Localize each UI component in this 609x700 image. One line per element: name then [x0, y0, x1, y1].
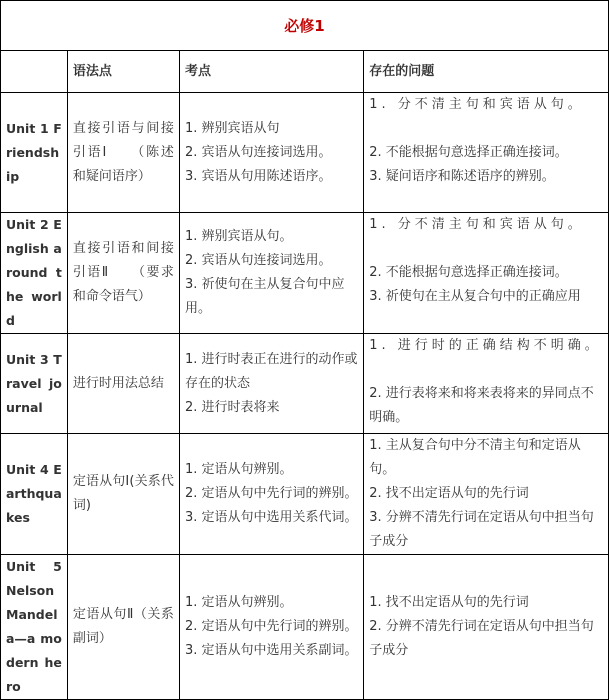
header-problems: 存在的问题 — [364, 51, 609, 93]
test-point: 1. 辨别宾语从句 — [184, 120, 280, 136]
test-point: 1. 定语从句辨别。 — [184, 462, 293, 477]
problem: 2. 进行表将来和将来表将来的异同点不明确。 — [369, 386, 594, 425]
unit-cell: Unit 1 Friendship — [1, 93, 68, 213]
test-point: 3. 宾语从句用陈述语序。 — [184, 168, 332, 184]
table-row — [1, 555, 609, 700]
test-point: 3. 祈使句在主从复合句中应用。 — [184, 277, 345, 316]
spacer — [369, 358, 603, 382]
problems-cell — [364, 434, 609, 555]
problems-cell — [364, 213, 609, 334]
test-point: 3. 定语从句中选用关系副词。 — [184, 643, 358, 658]
grammar-cell: 进行时用法总结 — [67, 334, 179, 434]
problem: 3. 祈使句在主从复合句中的正确应用 — [369, 289, 581, 304]
problems-cell — [364, 555, 609, 700]
unit-cell: Unit 2 English around the world — [1, 213, 68, 334]
problem: 2. 找不出定语从句的先行词 — [369, 486, 529, 501]
table-row — [1, 213, 609, 334]
test-point: 2. 进行时表将来 — [184, 399, 280, 415]
table-row — [1, 334, 609, 434]
unit-cell: Unit 3 Travel journal — [1, 334, 68, 434]
grammar-cell: 定语从句Ⅱ（关系副词） — [67, 555, 179, 700]
problem: 1. 进行时的正确结构不明确。 — [369, 338, 602, 353]
test-point: 2. 定语从句中先行词的辨别。 — [184, 486, 358, 501]
test-points-cell — [179, 93, 363, 213]
problem: 1. 主从复合句中分不清主句和定语从句。 — [369, 438, 581, 477]
table-row — [1, 93, 609, 213]
problem: 2. 不能根据句意选择正确连接词。 — [369, 265, 568, 280]
test-point: 2. 定语从句中先行词的辨别。 — [184, 619, 358, 634]
grammar-cell: 定语从句Ⅰ(关系代词) — [67, 434, 179, 555]
problem: 1. 分不清主句和宾语从句。 — [369, 217, 585, 232]
grammar-cell: 直接引语与间接引语Ⅰ （陈述和疑问语序） — [67, 93, 179, 213]
problem: 2. 不能根据句意选择正确连接词。 — [369, 145, 568, 160]
spacer — [369, 237, 603, 261]
problem: 1. 分不清主句和宾语从句。 — [369, 97, 585, 112]
problems-cell — [364, 93, 609, 213]
header-unit — [1, 51, 68, 93]
table-title: 必修1 — [1, 1, 609, 51]
grammar-cell: 直接引语和间接引语Ⅱ （要求和命令语气） — [67, 213, 179, 334]
problem: 1. 找不出定语从句的先行词 — [369, 595, 529, 610]
test-point: 2. 宾语从句连接词选用。 — [184, 144, 332, 160]
test-point: 1. 进行时表正在进行的动作或存在的状态 — [184, 351, 358, 391]
test-points-cell — [179, 334, 363, 434]
spacer — [369, 117, 603, 141]
test-points-cell — [179, 555, 363, 700]
unit-cell: Unit 5 Nelson Mandela—a modern hero — [1, 555, 68, 700]
problem: 2. 分辨不清先行词在定语从句中担当句子成分 — [369, 619, 594, 658]
problem: 3. 疑问语序和陈述语序的辨别。 — [369, 169, 555, 184]
problems-cell — [364, 334, 609, 434]
header-row — [1, 51, 609, 93]
test-point: 1. 定语从句辨别。 — [184, 595, 293, 610]
problem: 3. 分辨不清先行词在定语从句中担当句子成分 — [369, 510, 594, 549]
test-point: 1. 辨别宾语从句。 — [184, 229, 293, 244]
header-test-point: 考点 — [179, 51, 363, 93]
test-points-cell — [179, 213, 363, 334]
unit-cell: Unit 4 Earthquakes — [1, 434, 68, 555]
title-row — [1, 1, 609, 51]
header-grammar-point: 语法点 — [67, 51, 179, 93]
table-row — [1, 434, 609, 555]
test-points-cell — [179, 434, 363, 555]
test-point: 3. 定语从句中选用关系代词。 — [184, 510, 358, 525]
test-point: 2. 宾语从句连接词选用。 — [184, 253, 332, 268]
